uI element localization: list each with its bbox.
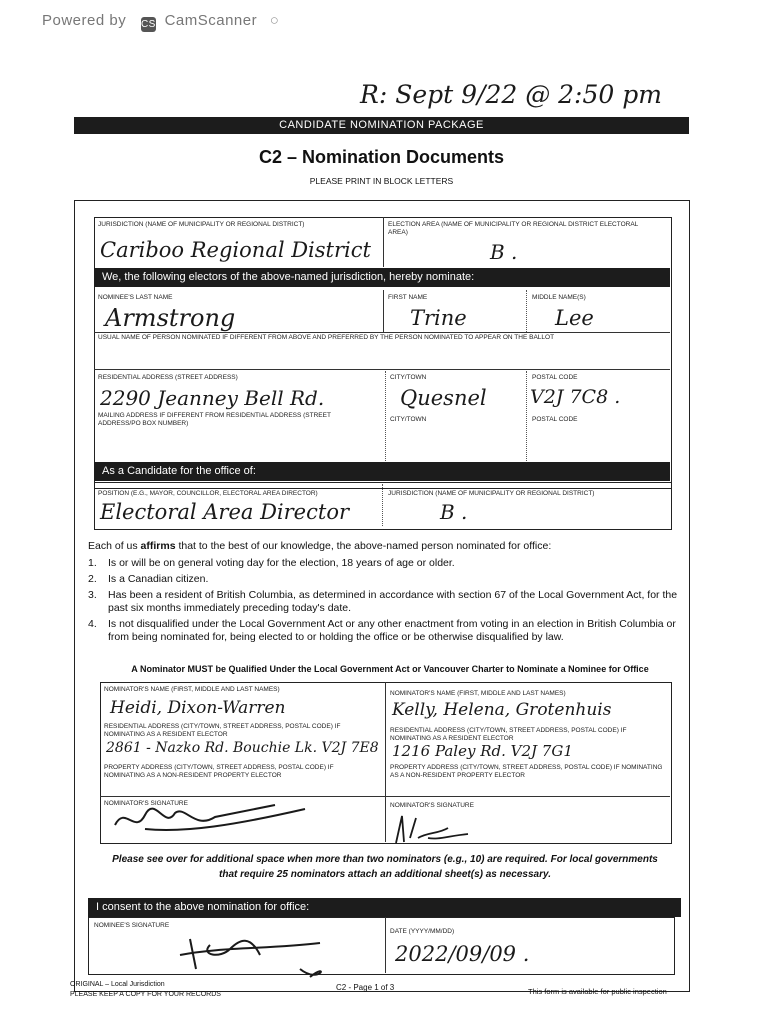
list-item (88, 618, 688, 644)
city-value[interactable]: Quesnel (400, 386, 487, 410)
residential-address-label: RESIDENTIAL ADDRESS (STREET ADDRESS) (98, 374, 238, 381)
divider (385, 917, 386, 973)
office-jurisdiction-label: JURISDICTION (NAME OF MUNICIPALITY OR REGIONAL DISTRICT) (388, 490, 595, 497)
nominator1-prop-label: PROPERTY ADDRESS (CITY/TOWN, STREET ADDRESS, POSTAL CODE) IF NOMINATING AS A NON-RESIDENT PROPERTY ELECTOR (104, 764, 334, 779)
affirm-intro-bold: affirms (140, 540, 176, 552)
list-item-num: 1. (88, 557, 97, 569)
nominator2-name[interactable]: Kelly, Helena, Grotenhuis (392, 700, 612, 720)
first-name-label: FIRST NAME (388, 294, 428, 301)
divider (383, 217, 384, 267)
package-bar: CANDIDATE NOMINATION PACKAGE (74, 117, 689, 134)
mailing-city-label: CITY/TOWN (390, 416, 427, 423)
list-item-num: 3. (88, 589, 97, 601)
nominator2-prop-label: PROPERTY ADDRESS (CITY/TOWN, STREET ADDRESS, POSTAL CODE) IF NOMINATING AS A NON-RESIDENT PROPERTY ELECTOR (390, 764, 663, 779)
footer-page: C2 - Page 1 of 3 (336, 983, 395, 992)
nominee-signature-label: NOMINEE'S SIGNATURE (94, 922, 170, 929)
page-title: C2 – Nomination Documents (258, 147, 505, 167)
nominator2-res-label: RESIDENTIAL ADDRESS (CITY/TOWN, STREET ADDRESS, POSTAL CODE) IF NOMINATING AS A RESIDENT ELECTOR (390, 727, 627, 742)
additional-space-note: Please see over for additional space when more than two nominators (e.g., 10) are required. For local governments that require 25 nominators attach an additional sheet(s) as necessary. (112, 854, 658, 880)
camscanner-logo-icon: CS (140, 19, 156, 30)
nominator1-name-label: NOMINATOR'S NAME (FIRST, MIDDLE AND LAST NAMES) (104, 686, 280, 693)
footer-keep-copy: PLEASE KEEP A COPY FOR YOUR RECORDS (70, 991, 221, 998)
first-name-value[interactable]: Trine (410, 306, 467, 330)
affirm-list (88, 557, 688, 644)
mailing-address-label: MAILING ADDRESS IF DIFFERENT FROM RESIDENTIAL ADDRESS (STREET ADDRESS/PO BOX NUMBER) (98, 412, 331, 427)
nominator1-name[interactable]: Heidi, Dixon-Warren (110, 698, 286, 718)
consent-bar: I consent to the above nomination for office: (88, 898, 681, 917)
divider (94, 369, 670, 370)
election-area-label: ELECTION AREA (NAME OF MUNICIPALITY OR REGIONAL DISTRICT ELECTORAL AREA) (388, 221, 639, 236)
nominator1-sig-label: NOMINATOR'S SIGNATURE (104, 800, 188, 807)
watermark-mark-icon: ○ (269, 12, 280, 29)
nominator2-signature[interactable] (388, 808, 488, 848)
nominator1-signature[interactable] (105, 795, 325, 840)
middle-name-value[interactable]: Lee (555, 306, 594, 330)
position-value[interactable]: Electoral Area Director (100, 500, 349, 524)
nominator1-res-label: RESIDENTIAL ADDRESS (CITY/TOWN, STREET ADDRESS, POSTAL CODE) IF NOMINATING AS A RESIDENT ELECTOR (104, 723, 341, 738)
last-name-value[interactable]: Armstrong (105, 304, 236, 332)
usual-name-label: USUAL NAME OF PERSON NOMINATED IF DIFFERENT FROM ABOVE AND PREFERRED BY THE PERSON NOMINATED TO APPEAR ON THE BALLOT (98, 334, 555, 341)
nominator2-name-label: NOMINATOR'S NAME (FIRST, MIDDLE AND LAST NAMES) (390, 690, 566, 697)
residential-address-value[interactable]: 2290 Jeanney Bell Rd. (100, 386, 325, 410)
postal-label: POSTAL CODE (532, 374, 578, 381)
page-subtitle: PLEASE PRINT IN BLOCK LETTERS (309, 176, 454, 186)
nominator1-res[interactable]: 2861 - Nazko Rd. Bouchie Lk. V2J 7E8 (106, 740, 379, 756)
date-value[interactable]: 2022/09/09 . (395, 942, 530, 966)
candidate-bar: As a Candidate for the office of: (94, 462, 670, 481)
office-jurisdiction-value[interactable]: B . (440, 500, 468, 524)
list-item-num: 4. (88, 618, 97, 630)
city-label: CITY/TOWN (390, 374, 427, 381)
last-name-label: NOMINEE'S LAST NAME (98, 294, 173, 301)
received-note: R: Sept 9/22 @ 2:50 pm (360, 80, 662, 109)
divider (385, 371, 386, 461)
list-item-text: Is or will be on general voting day for the election, 18 years of age or older. (108, 557, 455, 569)
affirm-intro (88, 540, 688, 552)
list-item-text: Is not disqualified under the Local Government Act or any other enactment from voting in an election in British Columbia or from being nominated for, being elected to or holding the office or be otherwise disqualified by law. (108, 618, 676, 643)
electors-bar: We, the following electors of the above-named jurisdiction, hereby nominate: (94, 268, 670, 287)
election-area-value[interactable]: B . (490, 240, 518, 264)
list-item-num: 2. (88, 573, 97, 585)
list-item (88, 589, 688, 615)
list-item-text: Has been a resident of British Columbia, as determined in accordance with section 67 of the Local Government Act, for the past six months immediately preceding today's date. (108, 589, 678, 614)
nominator2-res[interactable]: 1216 Paley Rd. V2J 7G1 (392, 742, 573, 760)
scanner-watermark (42, 12, 279, 32)
postal-value[interactable]: V2J 7C8 . (530, 386, 621, 408)
divider (526, 290, 527, 332)
divider (385, 796, 670, 797)
list-item (88, 573, 688, 586)
affirm-intro-pre: Each of us (88, 540, 141, 552)
footer-original: ORIGINAL – Local Jurisdiction (70, 981, 165, 988)
list-item (88, 557, 688, 570)
divider (383, 290, 384, 332)
footer-right: This form is available for public inspection (528, 987, 667, 996)
jurisdiction-label: JURISDICTION (NAME OF MUNICIPALITY OR REGIONAL DISTRICT) (98, 221, 305, 228)
list-item-text: Is a Canadian citizen. (108, 573, 209, 585)
jurisdiction-value[interactable]: Cariboo Regional District (100, 238, 371, 262)
scanner-label: Powered by (42, 12, 127, 29)
affirm-intro-post: that to the best of our knowledge, the above-named person nominated for office: (175, 540, 552, 552)
divider (94, 332, 670, 333)
divider (385, 682, 386, 842)
nominator2-sig-label: NOMINATOR'S SIGNATURE (390, 802, 474, 809)
divider (382, 484, 383, 526)
middle-name-label: MIDDLE NAME(S) (532, 294, 586, 301)
mailing-postal-label: POSTAL CODE (532, 416, 578, 423)
footer-left (70, 980, 221, 1000)
nominator-heading: A Nominator MUST be Qualified Under the Local Government Act or Vancouver Charter to Nominate a Nominee for Office (131, 664, 649, 674)
scanner-brand: CamScanner (164, 12, 258, 29)
position-label: POSITION (E.G., MAYOR, COUNCILLOR, ELECTORAL AREA DIRECTOR) (98, 490, 318, 497)
divider (526, 371, 527, 461)
date-label: DATE (YYYY/MM/DD) (390, 928, 455, 935)
